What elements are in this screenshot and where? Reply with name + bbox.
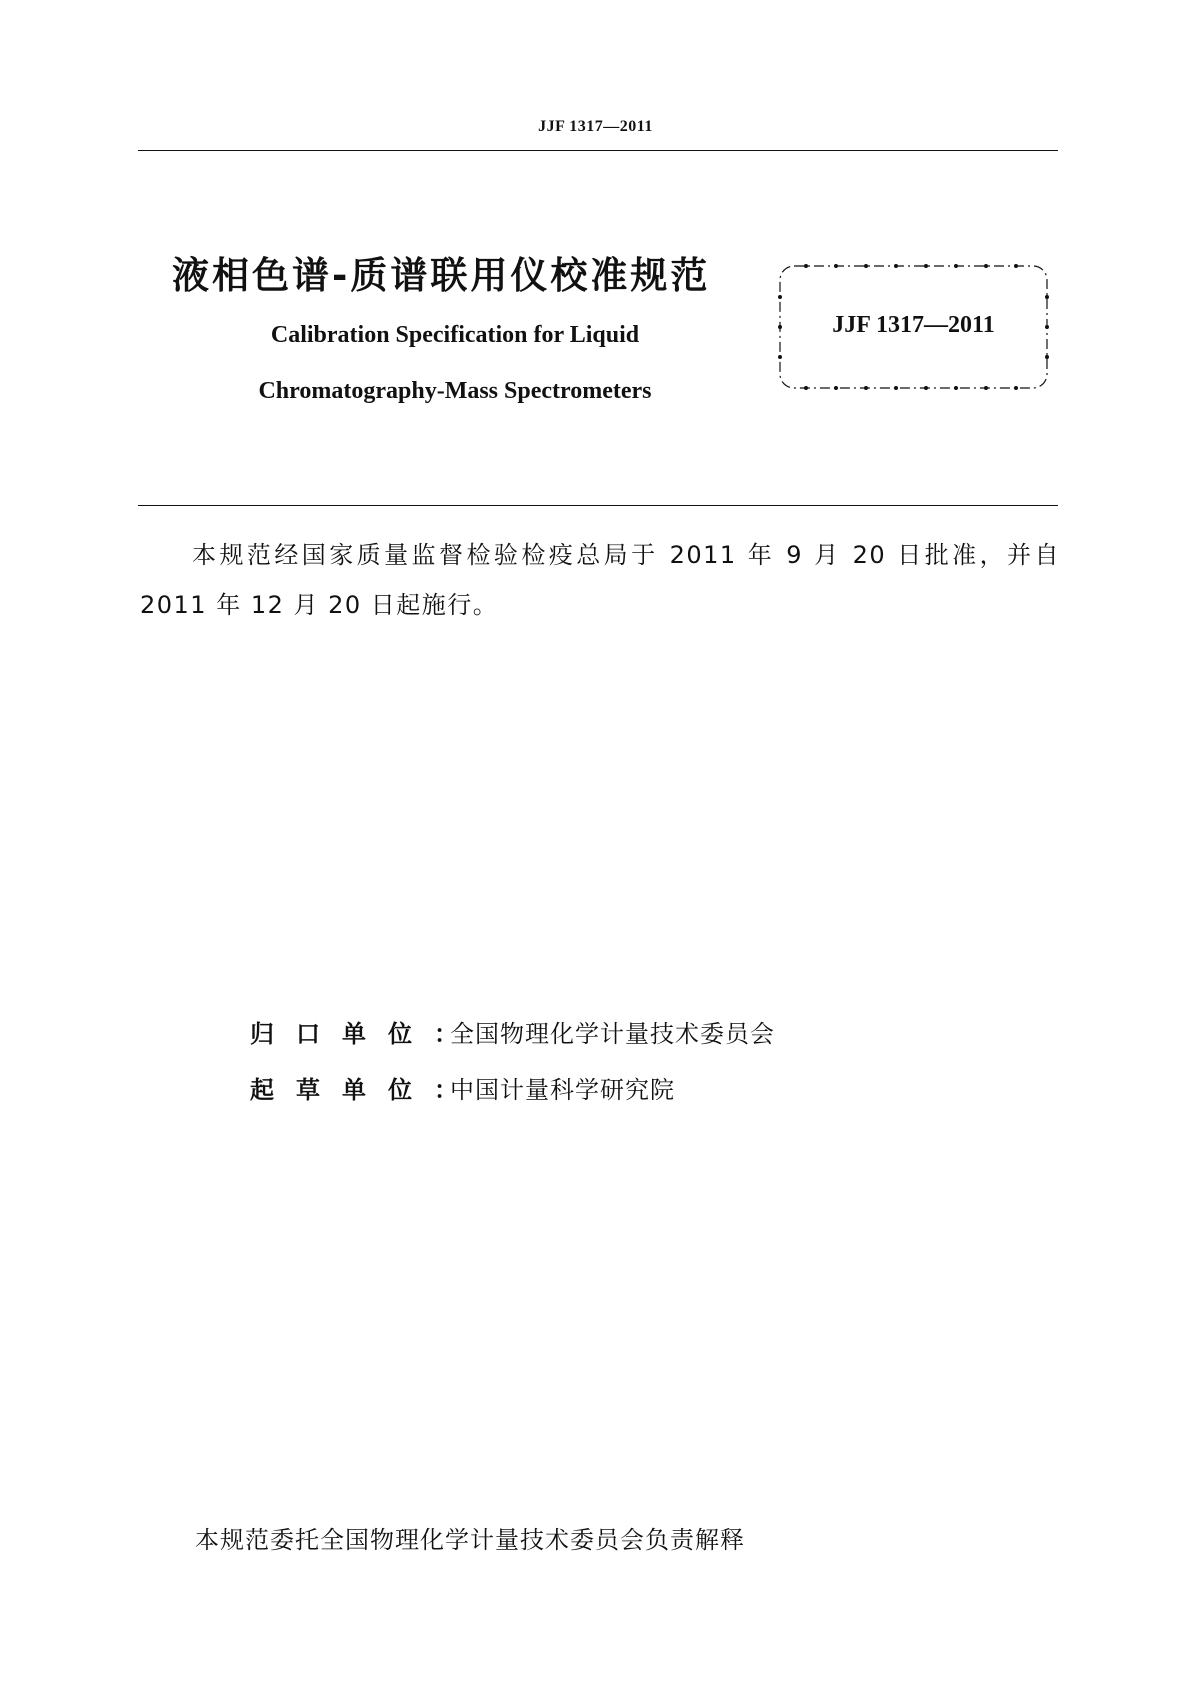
interpretation-statement: 本规范委托全国物理化学计量技术委员会负责解释 (195, 1526, 745, 1554)
responsible-unit-value: 全国物理化学计量技术委员会 (450, 1020, 775, 1048)
badge-code: JJF 1317—2011 (832, 312, 995, 338)
approval-statement: 本规范经国家质量监督检验检疫总局于 2011 年 9 月 20 日批准，并自 2011 年 12 月 20 日起施行。 (140, 541, 1060, 619)
header-divider (138, 150, 1058, 151)
header-standard-code: JJF 1317—2011 (538, 118, 653, 135)
title-english-line-2: Chromatography-Mass Spectrometers (258, 378, 652, 404)
drafting-unit-row (250, 1070, 950, 1105)
drafting-unit-value: 中国计量科学研究院 (450, 1076, 675, 1104)
section-divider (138, 505, 1058, 506)
title-english-line-1: Calibration Specification for Liquid (270, 322, 640, 348)
responsible-unit-row (250, 1014, 950, 1049)
drafting-unit-label: 起草单位： (250, 1076, 480, 1104)
standard-code-badge (776, 262, 1051, 392)
responsible-unit-label: 归口单位： (250, 1020, 480, 1048)
title-chinese: 液相色谱-质谱联用仪校准规范 (172, 254, 711, 297)
